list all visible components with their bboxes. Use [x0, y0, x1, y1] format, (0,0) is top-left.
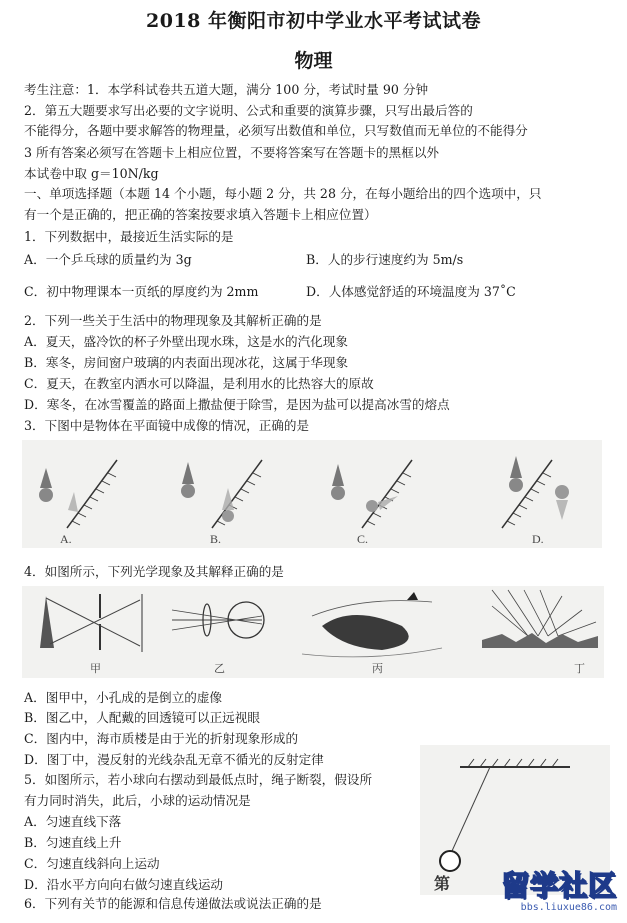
q5-option-d: D．沿水平方向向右做匀速直线运动: [24, 877, 224, 892]
q4-option-a: A．图甲中，小孔成的是倒立的虚像: [24, 690, 223, 705]
q2-option-c: C．夏天，在教室内洒水可以降温，是利用水的比热容大的原故: [24, 376, 374, 391]
q5-fig-mark: 第: [434, 874, 451, 893]
q4-label-bing: 丙: [372, 662, 383, 675]
q3-panel-b: [181, 460, 262, 546]
q2-stem: 2．下列一些关于生活中的物理现象及其解析正确的是: [24, 313, 322, 328]
q2-option-a: A．夏天，盛冷饮的杯子外壁出现水珠，这是水的汽化现象: [24, 334, 348, 349]
q5-stem-2: 有力同时消失，此后，小球的运动情况是: [24, 793, 251, 808]
q1-stem: 1．下列数据中，最接近生活实际的是: [24, 229, 234, 244]
q6-stem: 6．下列有关节的能源和信息传递做法或说法正确的是: [24, 896, 322, 911]
q4-panel-ding: [482, 590, 598, 675]
q4-label-ding: 丁: [574, 662, 585, 675]
note-line-3: 不能得分，各题中要求解答的物理量，必须写出数值和单位，只写数值而无单位的不能得分: [24, 123, 528, 138]
q3-panel-d: [502, 456, 569, 546]
q5-option-a: A．匀速直线下落: [24, 814, 122, 829]
q3-label-a: A.: [60, 532, 72, 546]
q3-panel-a: [39, 460, 117, 546]
q3-figure: [22, 440, 602, 548]
q3-label-c: C.: [357, 532, 369, 546]
note-line-4: 3 所有答案必须写在答题卡上相应位置，不要将答案写在答题卡的黑框以外: [24, 145, 440, 160]
note-line-2: 2．第五大题要求写出必要的文字说明、公式和重要的演算步骤，只写出最后答的: [24, 103, 473, 118]
q4-figure: [22, 586, 604, 678]
q5-stem-1: 5．如图所示，若小球向右摆动到最低点时，绳子断裂，假设所: [24, 772, 373, 787]
q4-option-c: C．图内中，海市质楼是由于光的折射现象形成的: [24, 731, 299, 746]
q3-stem: 3．下图中是物体在平面镜中成像的情况，正确的是: [24, 418, 310, 433]
q4-panel-jia: [40, 594, 142, 675]
q1-option-d: D．人体感觉舒适的环境温度为 37˚C: [306, 284, 516, 299]
q3-panel-c: [331, 460, 412, 546]
q1-option-c: C．初中物理课本一页纸的厚度约为 2mm: [24, 284, 259, 299]
q4-option-d: D．图丁中，漫反射的光线杂乱无章不循光的反射定律: [24, 752, 324, 767]
q4-panel-yi: [172, 602, 264, 675]
watermark: [501, 864, 617, 913]
section1-heading-1: 一、单项选择题（本题 14 个小题，每小题 2 分，共 28 分，在每小题给出的四个选项中，只: [24, 186, 542, 201]
section1-heading-2: 有一个是正确的，把正确的答案按要求填入答题卡上相应位置）: [24, 207, 377, 222]
q4-label-yi: 乙: [214, 662, 225, 675]
watermark-url: bbs.liuxue86.com: [520, 902, 617, 913]
q4-panel-bing: [302, 592, 442, 675]
q4-option-b: B．图乙中，人配戴的回透镜可以正远视眼: [24, 710, 260, 725]
q4-stem: 4．如图所示，下列光学现象及其解释正确的是: [24, 564, 284, 579]
q5-option-b: B．匀速直线上升: [24, 835, 122, 850]
note-line-5: 本试卷中取 g＝10N/kg: [24, 166, 159, 181]
exam-title: 2018 年衡阳市初中学业水平考试试卷: [146, 10, 481, 32]
exam-subject: 物理: [294, 50, 333, 72]
note-line-1: 考生注意：1．本学科试卷共五道大题，满分 100 分，考试时量 90 分钟: [24, 82, 429, 97]
q2-option-d: D．寒冬，在冰雪覆盖的路面上撒盐便于除雪，是因为盐可以提高冰雪的熔点: [24, 397, 450, 412]
q5-option-c: C．匀速直线斜向上运动: [24, 856, 160, 871]
q2-option-b: B．寒冬，房间窗户玻璃的内表面出现冰花，这属于华现象: [24, 355, 349, 370]
watermark-logo: 留学社区: [500, 869, 617, 902]
q3-label-d: D.: [532, 532, 544, 546]
q3-label-b: B.: [210, 532, 222, 546]
q1-option-b: B．人的步行速度约为 5m/s: [306, 252, 464, 267]
q1-option-a: A．一个乒乓球的质量约为 3g: [24, 252, 192, 267]
q4-label-jia: 甲: [90, 662, 101, 675]
